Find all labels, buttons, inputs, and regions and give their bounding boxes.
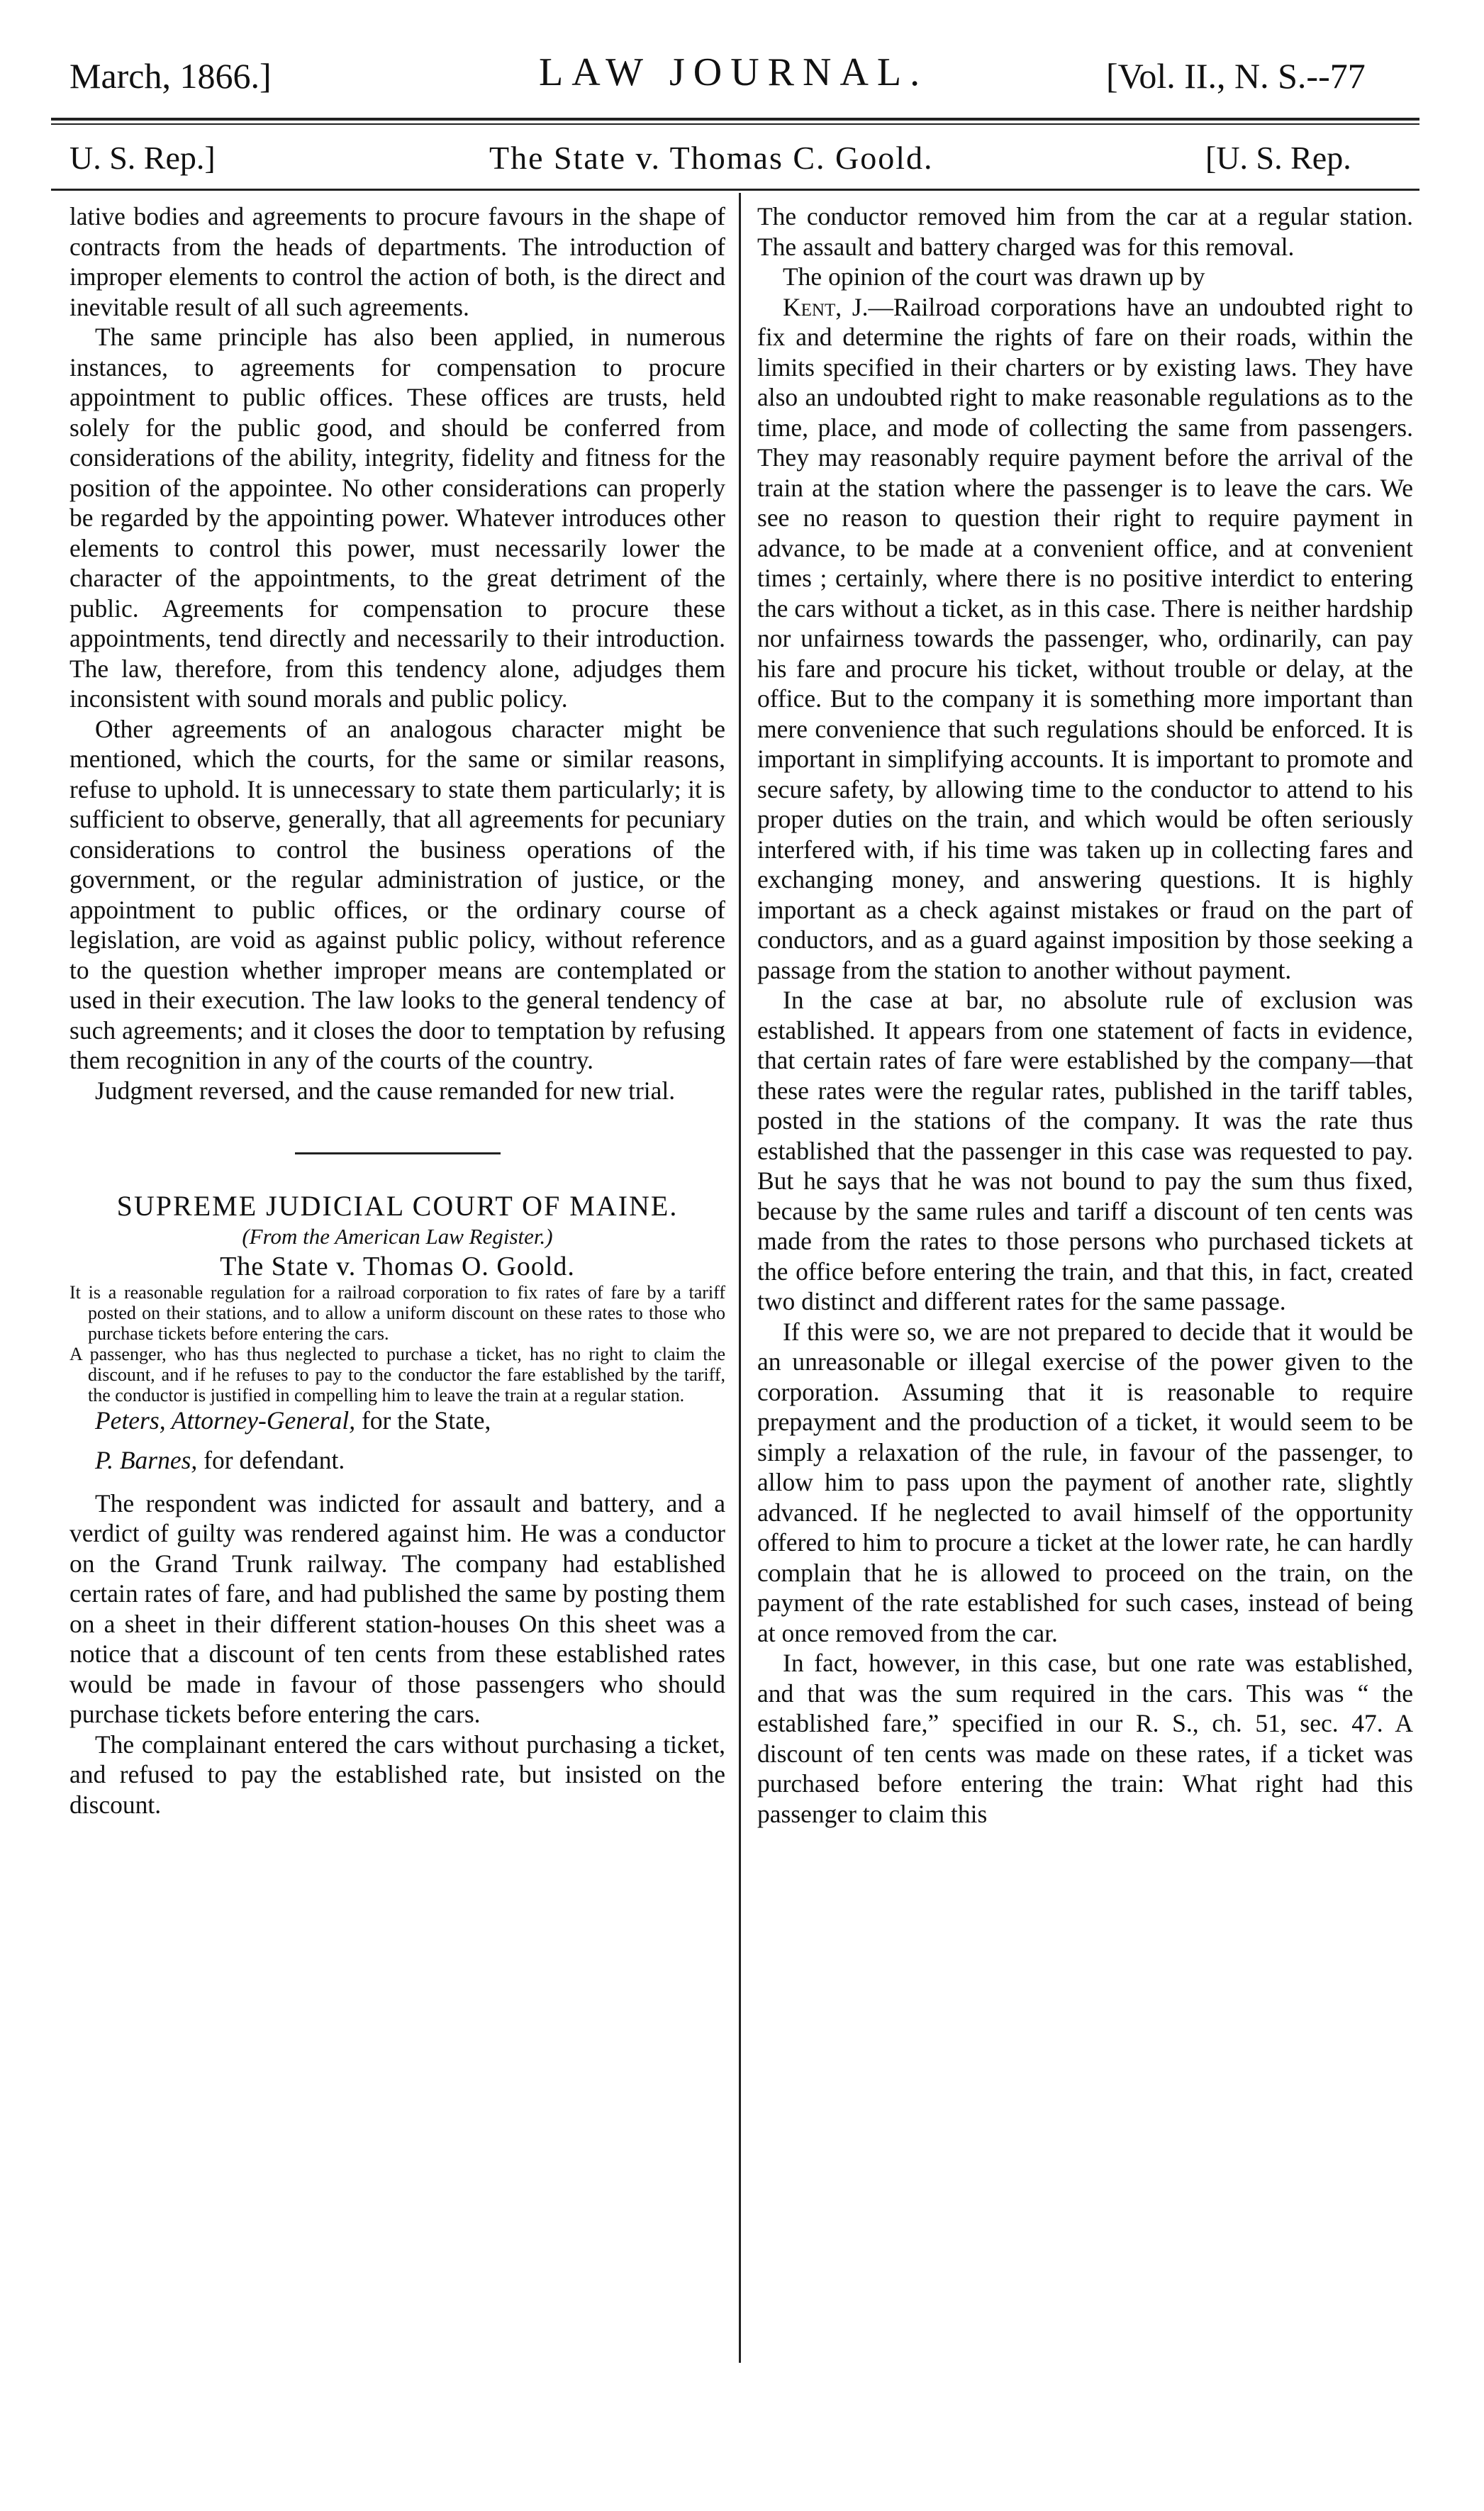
right-column xyxy=(757,201,1413,1829)
paragraph: The respondent was indicted for assault and battery, and a verdict of guilty was rendered against him. He was a conductor on the Grand Trunk railway. The company had established certain rates of fare, and had published the same by posting them on a sheet in their different station-houses On this sheet was a notice that a discount of ten cents from these established rates would be made in favour of those passengers who should purchase tickets before entering the cars. xyxy=(69,1488,725,1728)
opinion-paragraph xyxy=(757,292,1413,986)
judge-name: Kent, J. xyxy=(783,292,869,321)
running-head-rule xyxy=(51,189,1419,191)
running-head-right: [U. S. Rep. xyxy=(1205,140,1351,176)
journal-title: LAW JOURNAL. xyxy=(539,50,929,94)
headnote: It is a reasonable regulation for a railroad corporation to fix rates of fare by a tariff posted on their stations, and to allow a uniform discount on these rates to those who purchase tickets before entering the cars. xyxy=(69,1281,725,1344)
source-note: (From the American Law Register.) xyxy=(242,1223,553,1249)
left-column xyxy=(69,201,725,1820)
paragraph: The conductor removed him from the car at a regular station. The assault and battery charged was for this removal. xyxy=(757,202,1413,261)
paragraph: Other agreements of an analogous character might be mentioned, which the courts, for the same or similar reasons, refuse to uphold. It is unnecessary to state them particularly; it is sufficient to observe, generally, that all agreements for pecuniary considerations to control the business operations of the government, or the regular administration of justice, or the appointment to public offices, or the ordinary course of legislation, are void as against public policy, without reference to the question whether improper means are contemplated or used in their execution. The law looks to the general tendency of such agreements; and it closes the door to temptation by refusing them recognition in any of the courts of the country. xyxy=(69,714,725,1074)
paragraph: lative bodies and agreements to procure favours in the shape of contracts from the heads of departments. The introduction of improper elements to control the action of both, is the direct and inevitable result of all such agreements. xyxy=(69,202,725,321)
paragraph: The complainant entered the cars without purchasing a ticket, and refused to pay the established rate, but insisted on the discount. xyxy=(69,1730,725,1819)
paragraph: If this were so, we are not prepared to decide that it would be an unreasonable or illegal exercise of the power given to the corporation. Assuming that it is reasonable to require prepayment and the production of a ticket, it would seem to be simply a relaxation of the rule, in favour of the passenger, to allow him to pass upon the payment of another rate, slightly advanced. If he neglected to avail himself of the opportunity offered to him to procure a ticket at the lower rate, he can hardly complain that he is allowed to proceed on the train, on the payment of the rate established for such cases, instead of being at once removed from the car. xyxy=(757,1317,1413,1647)
volume-page-number: [Vol. II., N. S.--77 xyxy=(1106,56,1366,96)
headnote: A passenger, who has thus neglected to purchase a ticket, has no right to claim the discount, and if he refuses to pay to the conductor the fare established by the tariff, the conductor is justified in compelling him to leave the train at a regular station. xyxy=(69,1343,725,1405)
header-rule-thin xyxy=(51,123,1419,125)
issue-date: March, 1866.] xyxy=(69,56,272,96)
opinion-text: —Railroad corporations have an undoubted right to fix and determine the rights of fare on their roads, within the limits specified in their charters or by existing laws. They have also an undoubted right to make reasonable regulations as to the time, place, and mode of collecting the same from passengers. They may reasonably require payment before the arrival of the train at the station where the passenger is to leave the cars. We see no reason to question their right to require payment in advance, to be made at a convenient office, and at convenient times ; certainly, where there is no positive interdict to entering the cars without a ticket, as in this case. There is neither hardship nor unfairness towards the passenger, who, ordinarily, can pay his fare and procure his ticket, without trouble or delay, at the office. But to the company it is something more important than mere convenience that such regulations should be enforced. It is important in simplifying accounts. It is important to promote and secure safety, by allowing time to the conductor to attend to his proper duties on the train, and which would be often seriously interfered with, if his time was taken up in collecting fares and exchanging money, and answering questions. It is highly important as a check against mistakes or fraud on the part of conductors, and as a guard against imposition by those seeking a passage from the station to another without payment. xyxy=(757,292,1413,984)
counsel-line xyxy=(69,1405,725,1436)
running-head-title: The State v. Thomas C. Goold. xyxy=(489,140,934,176)
counsel-name: Peters, Attorney-General, xyxy=(95,1405,356,1435)
case-title: The State v. Thomas O. Goold. xyxy=(220,1252,575,1281)
counsel-role: for the State, xyxy=(355,1405,491,1435)
paragraph: In fact, however, in this case, but one rate was established, and that was the sum required in the cars. This was “ the established fare,” specified in our R. S., ch. 51, sec. 47. A discount of ten cents was made on these rates, if a ticket was purchased before entering the train: What right had this passenger to claim this xyxy=(757,1649,1413,1828)
paragraph: Judgment reversed, and the cause remanded for new trial. xyxy=(95,1076,676,1105)
running-head-left: U. S. Rep.] xyxy=(69,140,216,176)
court-heading: SUPREME JUDICIAL COURT OF MAINE. xyxy=(116,1190,679,1222)
section-separator xyxy=(295,1152,501,1154)
column-divider xyxy=(739,193,741,2363)
paragraph: In the case at bar, no absolute rule of exclusion was established. It appears from one statement of facts in evidence, that certain rates of fare were established by the company—that these rates were the regular rates, published in the tariff tables, posted in the stations of the company. It was the rate thus established that the passenger in this case was requested to pay. But he says that he was not bound to pay the sum thus fixed, because by the same rules and tariff a discount of ten cents was made from the rates to those persons who purchased tickets at the office before entering the train, and that this, in fact, created two distinct and different rates for the same passage. xyxy=(757,986,1413,1315)
counsel-name: P. Barnes, xyxy=(95,1446,198,1474)
counsel-role: for defendant. xyxy=(197,1446,345,1474)
paragraph: The opinion of the court was drawn up by xyxy=(783,262,1205,291)
paragraph: The same principle has also been applied, in numerous instances, to agreements for compensation to procure appointment to public offices. These offices are trusts, held solely for the public good, and should be conferred from considerations of the ability, integrity, fidelity and fitness for the position of the appointee. No other considerations can properly be regarded by the appointing power. Whatever introduces other elements to control this power, must necessarily lower the character of the appointments, to the great detriment of the public. Agreements for compensation to procure these appointments, tend directly and necessarily to their introduction. The law, therefore, from this tendency alone, adjudges them inconsistent with sound morals and public policy. xyxy=(69,323,725,713)
header-rule xyxy=(51,118,1419,121)
counsel-line xyxy=(69,1445,725,1476)
